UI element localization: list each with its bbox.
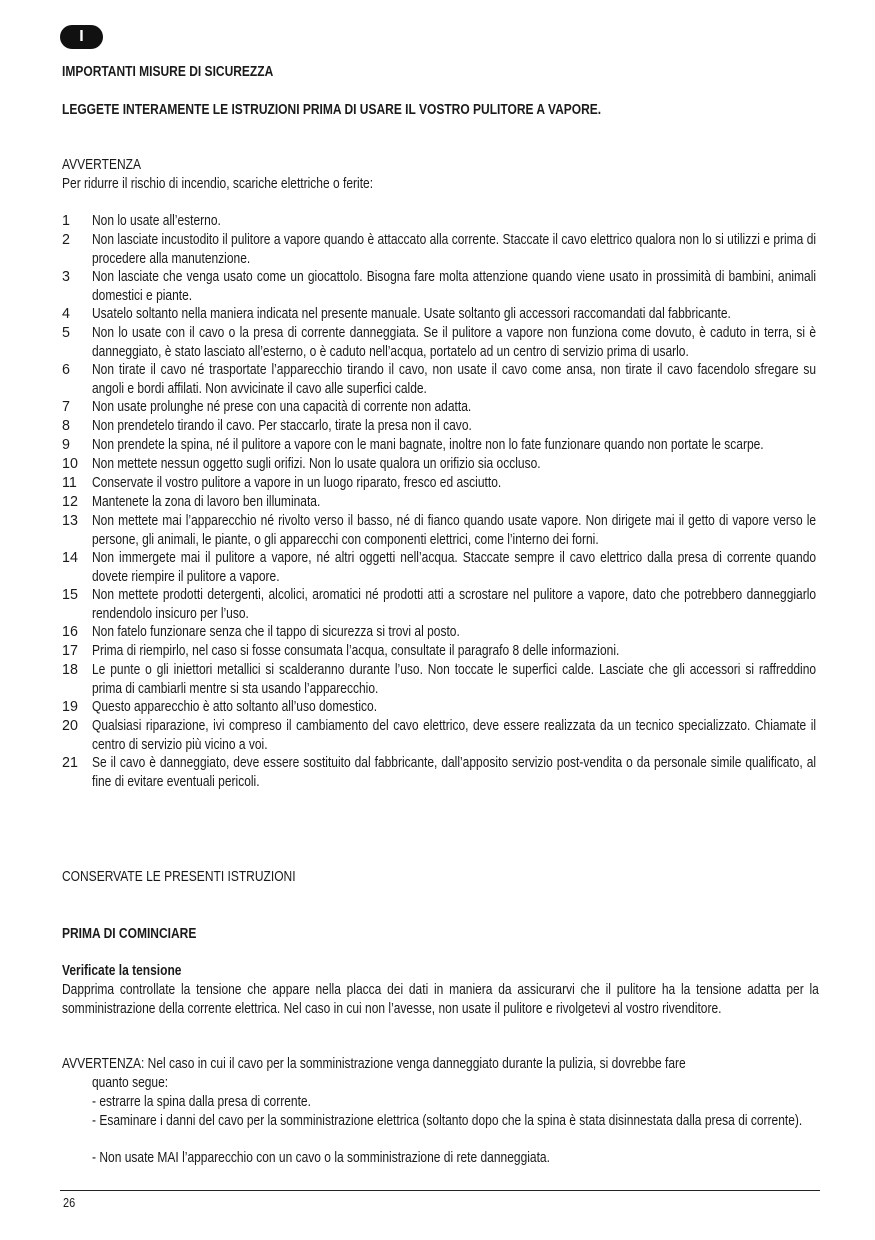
- list-item: [62, 268, 819, 305]
- list-item-number: 9: [62, 437, 70, 453]
- list-item-text: Non mettete mai l’apparecchio né rivolto verso il basso, né di fianco quando usate vapore. Non dirigete mai il getto di vapore verso le persone, gli animali, le piante, o gli apparecchi con componenti elettrici, come l’interno dei forni.: [92, 513, 817, 548]
- list-item-number: 5: [62, 325, 70, 341]
- list-item-text: Qualsiasi riparazione, ivi compreso il cambiamento del cavo elettrico, deve essere realizzata da un tecnico specializzato. Chiamate il centro di servizio più vicino a voi.: [92, 718, 817, 753]
- conserve-notice: CONSERVATE LE PRESENTI ISTRUZIONI: [62, 869, 296, 885]
- list-item: [62, 549, 819, 586]
- list-item: [62, 586, 819, 623]
- footer-divider: [60, 1190, 820, 1191]
- list-item-text: Non mettete nessun oggetto sugli orifizi. Non lo usate qualora un orifizio sia occluso.: [92, 456, 541, 472]
- bullet-item: - Non usate MAI l’apparecchio con un cavo o la somministrazione di rete danneggiata.: [92, 1150, 550, 1166]
- list-item-number: 15: [62, 587, 78, 603]
- list-item: [62, 661, 819, 698]
- page-number: 26: [63, 1195, 76, 1210]
- list-item-text: Le punte o gli iniettori metallici si scalderanno durante l’uso. Non toccate le superfici calde. Lasciate che gli accessori si raffreddino prima di cambiarli mentre si sta usando l’apparecchio.: [92, 662, 817, 697]
- list-item-text: Usatelo soltanto nella maniera indicata nel presente manuale. Usate soltanto gli accessori raccomandati dal fabbricante.: [92, 306, 731, 322]
- list-item-number: 7: [62, 399, 70, 415]
- list-item-text: Se il cavo è danneggiato, deve essere sostituito dal fabbricante, dall’apposito servizio post-vendita o da personale simile qualificato, al fine di evitare eventuali pericoli.: [92, 755, 817, 790]
- list-item: [62, 231, 819, 268]
- warning-title: AVVERTENZA: [62, 157, 141, 173]
- list-item-text: Non lasciate che venga usato come un giocattolo. Bisogna fare molta attenzione quando viene usato in prossimità di bambini, animali domestici e piante.: [92, 269, 817, 304]
- page-title: IMPORTANTI MISURE DI SICUREZZA: [62, 64, 274, 80]
- list-item: [62, 512, 819, 549]
- cable-warning-line: AVVERTENZA: Nel caso in cui il cavo per la somministrazione venga danneggiato durante la pulizia, si dovrebbe fare: [62, 1056, 686, 1072]
- cable-warning-continuation: quanto segue:: [92, 1075, 169, 1091]
- warning-intro: Per ridurre il rischio di incendio, scariche elettriche o ferite:: [62, 176, 374, 192]
- list-item-text: Prima di riempirlo, nel caso si fosse consumata l’acqua, consultate il paragrafo 8 delle informazioni.: [92, 643, 620, 659]
- list-item-number: 3: [62, 269, 70, 285]
- list-item-number: 6: [62, 362, 70, 378]
- list-item-text: Non lo usate all’esterno.: [92, 213, 221, 229]
- list-item-number: 19: [62, 699, 78, 715]
- list-item-text: Non tirate il cavo né trasportate l’apparecchio tirando il cavo, non usate il cavo come ansa, non tirate il cavo facendolo sfregare su angoli e bordi affilati. Non avvicinate il cavo alle superfici calde.: [92, 362, 817, 397]
- list-item-text: Mantenete la zona di lavoro ben illuminata.: [92, 494, 321, 510]
- safety-list: [62, 212, 819, 791]
- list-item-text: Non lo usate con il cavo o la presa di corrente danneggiata. Se il pulitore a vapore non funziona come dovuto, è caduto in terra, si è danneggiato, è stato lasciato all’esterno, o è caduto nell’acqua, portatelo ad un centro di servizio prima di usarlo.: [92, 325, 817, 360]
- list-item-text: Conservate il vostro pulitore a vapore in un luogo riparato, fresco ed asciutto.: [92, 475, 502, 491]
- list-item-text: Non mettete prodotti detergenti, alcolici, aromatici né prodotti atti a scrostare nel pulitore a vapore, dato che potrebbero danneggiarlo rendendolo insicuro per l’uso.: [92, 587, 817, 622]
- list-item: [62, 642, 819, 661]
- list-item-text: Non prendete la spina, né il pulitore a vapore con le mani bagnate, inoltre non lo fate funzionare quando non portate le scarpe.: [92, 437, 764, 453]
- list-item: [62, 698, 819, 717]
- list-item-number: 12: [62, 494, 78, 510]
- list-item-text: Non prendetelo tirando il cavo. Per staccarlo, tirate la presa non il cavo.: [92, 418, 472, 434]
- list-item-number: 11: [62, 475, 77, 491]
- list-item: [62, 361, 819, 398]
- page-subtitle: LEGGETE INTERAMENTE LE ISTRUZIONI PRIMA DI USARE IL VOSTRO PULITORE A VAPORE.: [62, 102, 602, 118]
- list-item-text: Non usate prolunghe né prese con una capacità di corrente non adatta.: [92, 399, 472, 415]
- voltage-heading: Verificate la tensione: [62, 963, 182, 979]
- bullet-item: - Esaminare i danni del cavo per la somministrazione elettrica (soltanto dopo che la spina è stata disinnestata dalla presa di corrente).: [92, 1113, 803, 1129]
- list-item: [62, 305, 819, 324]
- list-item-number: 4: [62, 306, 70, 322]
- list-item: [62, 417, 819, 436]
- list-item: [62, 493, 819, 512]
- list-item-text: Non lasciate incustodito il pulitore a vapore quando è attaccato alla corrente. Staccate il cavo elettrico qualora non lo si utilizzi e prima di procedere alla manutenzione.: [92, 232, 817, 267]
- list-item: [62, 455, 819, 474]
- list-item: [62, 754, 819, 791]
- section-title-before-start: PRIMA DI COMINCIARE: [62, 926, 197, 942]
- list-item-number: 2: [62, 232, 70, 248]
- list-item: [62, 324, 819, 361]
- list-item-text: Non fatelo funzionare senza che il tappo di sicurezza si trovi al posto.: [92, 624, 460, 640]
- list-item-number: 8: [62, 418, 70, 434]
- list-item: [62, 436, 819, 455]
- list-item: [62, 717, 819, 754]
- list-item-number: 21: [62, 755, 78, 771]
- list-item: [62, 623, 819, 642]
- list-item-number: 1: [62, 213, 70, 229]
- list-item: [62, 212, 819, 231]
- list-item-number: 16: [62, 624, 78, 640]
- list-item: [62, 474, 819, 493]
- list-item-number: 18: [62, 662, 78, 678]
- list-item-number: 10: [62, 456, 78, 472]
- list-item-number: 20: [62, 718, 78, 734]
- list-item-number: 14: [62, 550, 78, 566]
- list-item-number: 13: [62, 513, 78, 529]
- bullet-item: - estrarre la spina dalla presa di corrente.: [92, 1094, 311, 1110]
- list-item-number: 17: [62, 643, 78, 659]
- language-badge: I: [60, 25, 103, 49]
- list-item: [62, 398, 819, 417]
- list-item-text: Non immergete mai il pulitore a vapore, né altri oggetti nell’acqua. Staccate sempre il cavo elettrico dalla presa di corrente quando dovete riempire il pulitore a vapore.: [92, 550, 817, 585]
- list-item-text: Questo apparecchio è atto soltanto all’uso domestico.: [92, 699, 378, 715]
- voltage-paragraph: Dapprima controllate la tensione che appare nella placca dei dati in maniera da assicurarvi che il pulitore ha la tensione adatta per la somministrazione della corrente elettrica. Nel caso in cui non l’avesse, non usate il pulitore e rivolgetevi al vostro rivenditore.: [62, 982, 819, 1017]
